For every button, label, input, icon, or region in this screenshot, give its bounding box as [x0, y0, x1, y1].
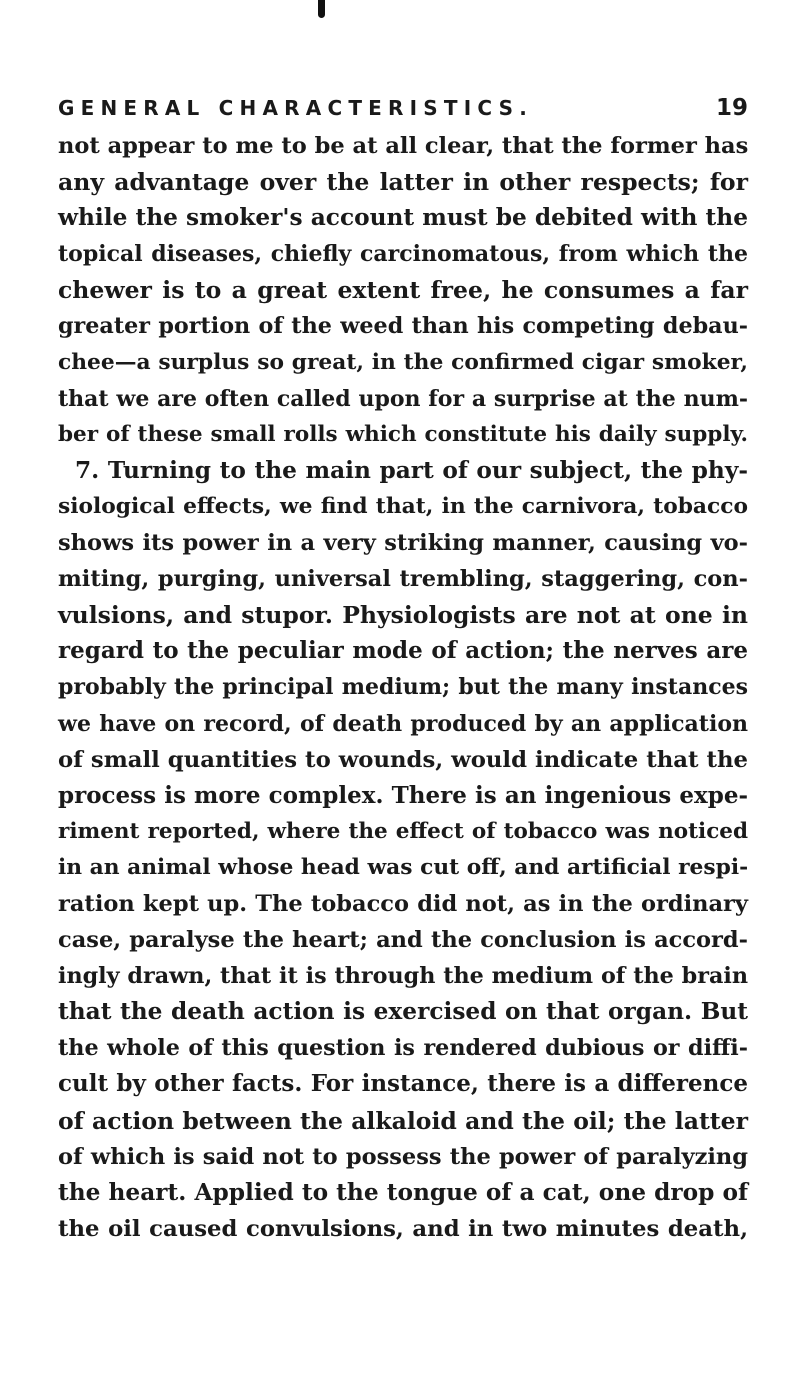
text-line: in an animal whose head was cut off, and artificial respi- [58, 854, 749, 880]
text-line: the heart. Applied to the tongue of a cat, one drop of [58, 1178, 748, 1206]
text-line: we have on record, of death produced by an application [58, 710, 748, 737]
text-line: the oil caused convulsions, and in two minutes death, [58, 1215, 748, 1242]
text-line: not appear to me to be at all clear, that the former has [58, 133, 749, 159]
text-line: the whole of this question is rendered dubious or diffi- [58, 1035, 748, 1062]
text-line: ingly drawn, that it is through the medium of the brain [58, 963, 748, 990]
text-line: shows its power in a very striking manner, causing vo- [58, 530, 748, 557]
print-mark [318, 0, 325, 18]
text-line: while the smoker's account must be debited with the [58, 204, 748, 232]
text-line: chewer is to a great extent free, he consumes a far [58, 276, 748, 305]
running-title: GENERAL CHARACTERISTICS. [58, 96, 534, 120]
text-line: greater portion of the weed than his competing debau- [58, 313, 748, 340]
text-line: process is more complex. There is an ingenious expe- [58, 781, 748, 809]
text-line: chee—a surplus so great, in the confirmed cigar smoker, [58, 349, 748, 375]
text-line: ration kept up. The tobacco did not, as in the ordinary [58, 890, 748, 917]
text-line: cult by other facts. For instance, there is a difference [58, 1070, 748, 1098]
text-line: of action between the alkaloid and the oil; the latter [58, 1106, 748, 1135]
text-line: siological effects, we find that, in the carnivora, tobacco [58, 493, 748, 519]
text-line: of which is said not to possess the power of paralyzing [58, 1143, 748, 1170]
text-line: that we are often called upon for a surprise at the num- [58, 385, 748, 412]
page-number: 19 [715, 95, 748, 121]
text-line: any advantage over the latter in other respects; for [58, 168, 748, 197]
text-line: probably the principal medium; but the many instances [58, 674, 748, 701]
text-line: of small quantities to wounds, would indicate that the [58, 746, 748, 773]
text-line: ber of these small rolls which constitute his daily supply. [58, 421, 748, 447]
body-text [58, 128, 748, 1247]
text-line: topical diseases, chiefly carcinomatous, from which the [58, 241, 748, 268]
text-line: regard to the peculiar mode of action; the nerves are [58, 637, 748, 665]
text-line: that the death action is exercised on that organ. But [58, 998, 748, 1026]
text-line: miting, purging, universal trembling, staggering, con- [58, 566, 748, 593]
text-line: vulsions, and stupor. Physiologists are not at one in [58, 601, 748, 630]
paragraph-start-line: 7. Turning to the main part of our subject, the phy- [75, 456, 748, 484]
text-line: riment reported, where the effect of tobacco was noticed [58, 818, 748, 844]
running-head [58, 88, 748, 128]
text-line: case, paralyse the heart; and the conclusion is accord- [58, 927, 748, 954]
